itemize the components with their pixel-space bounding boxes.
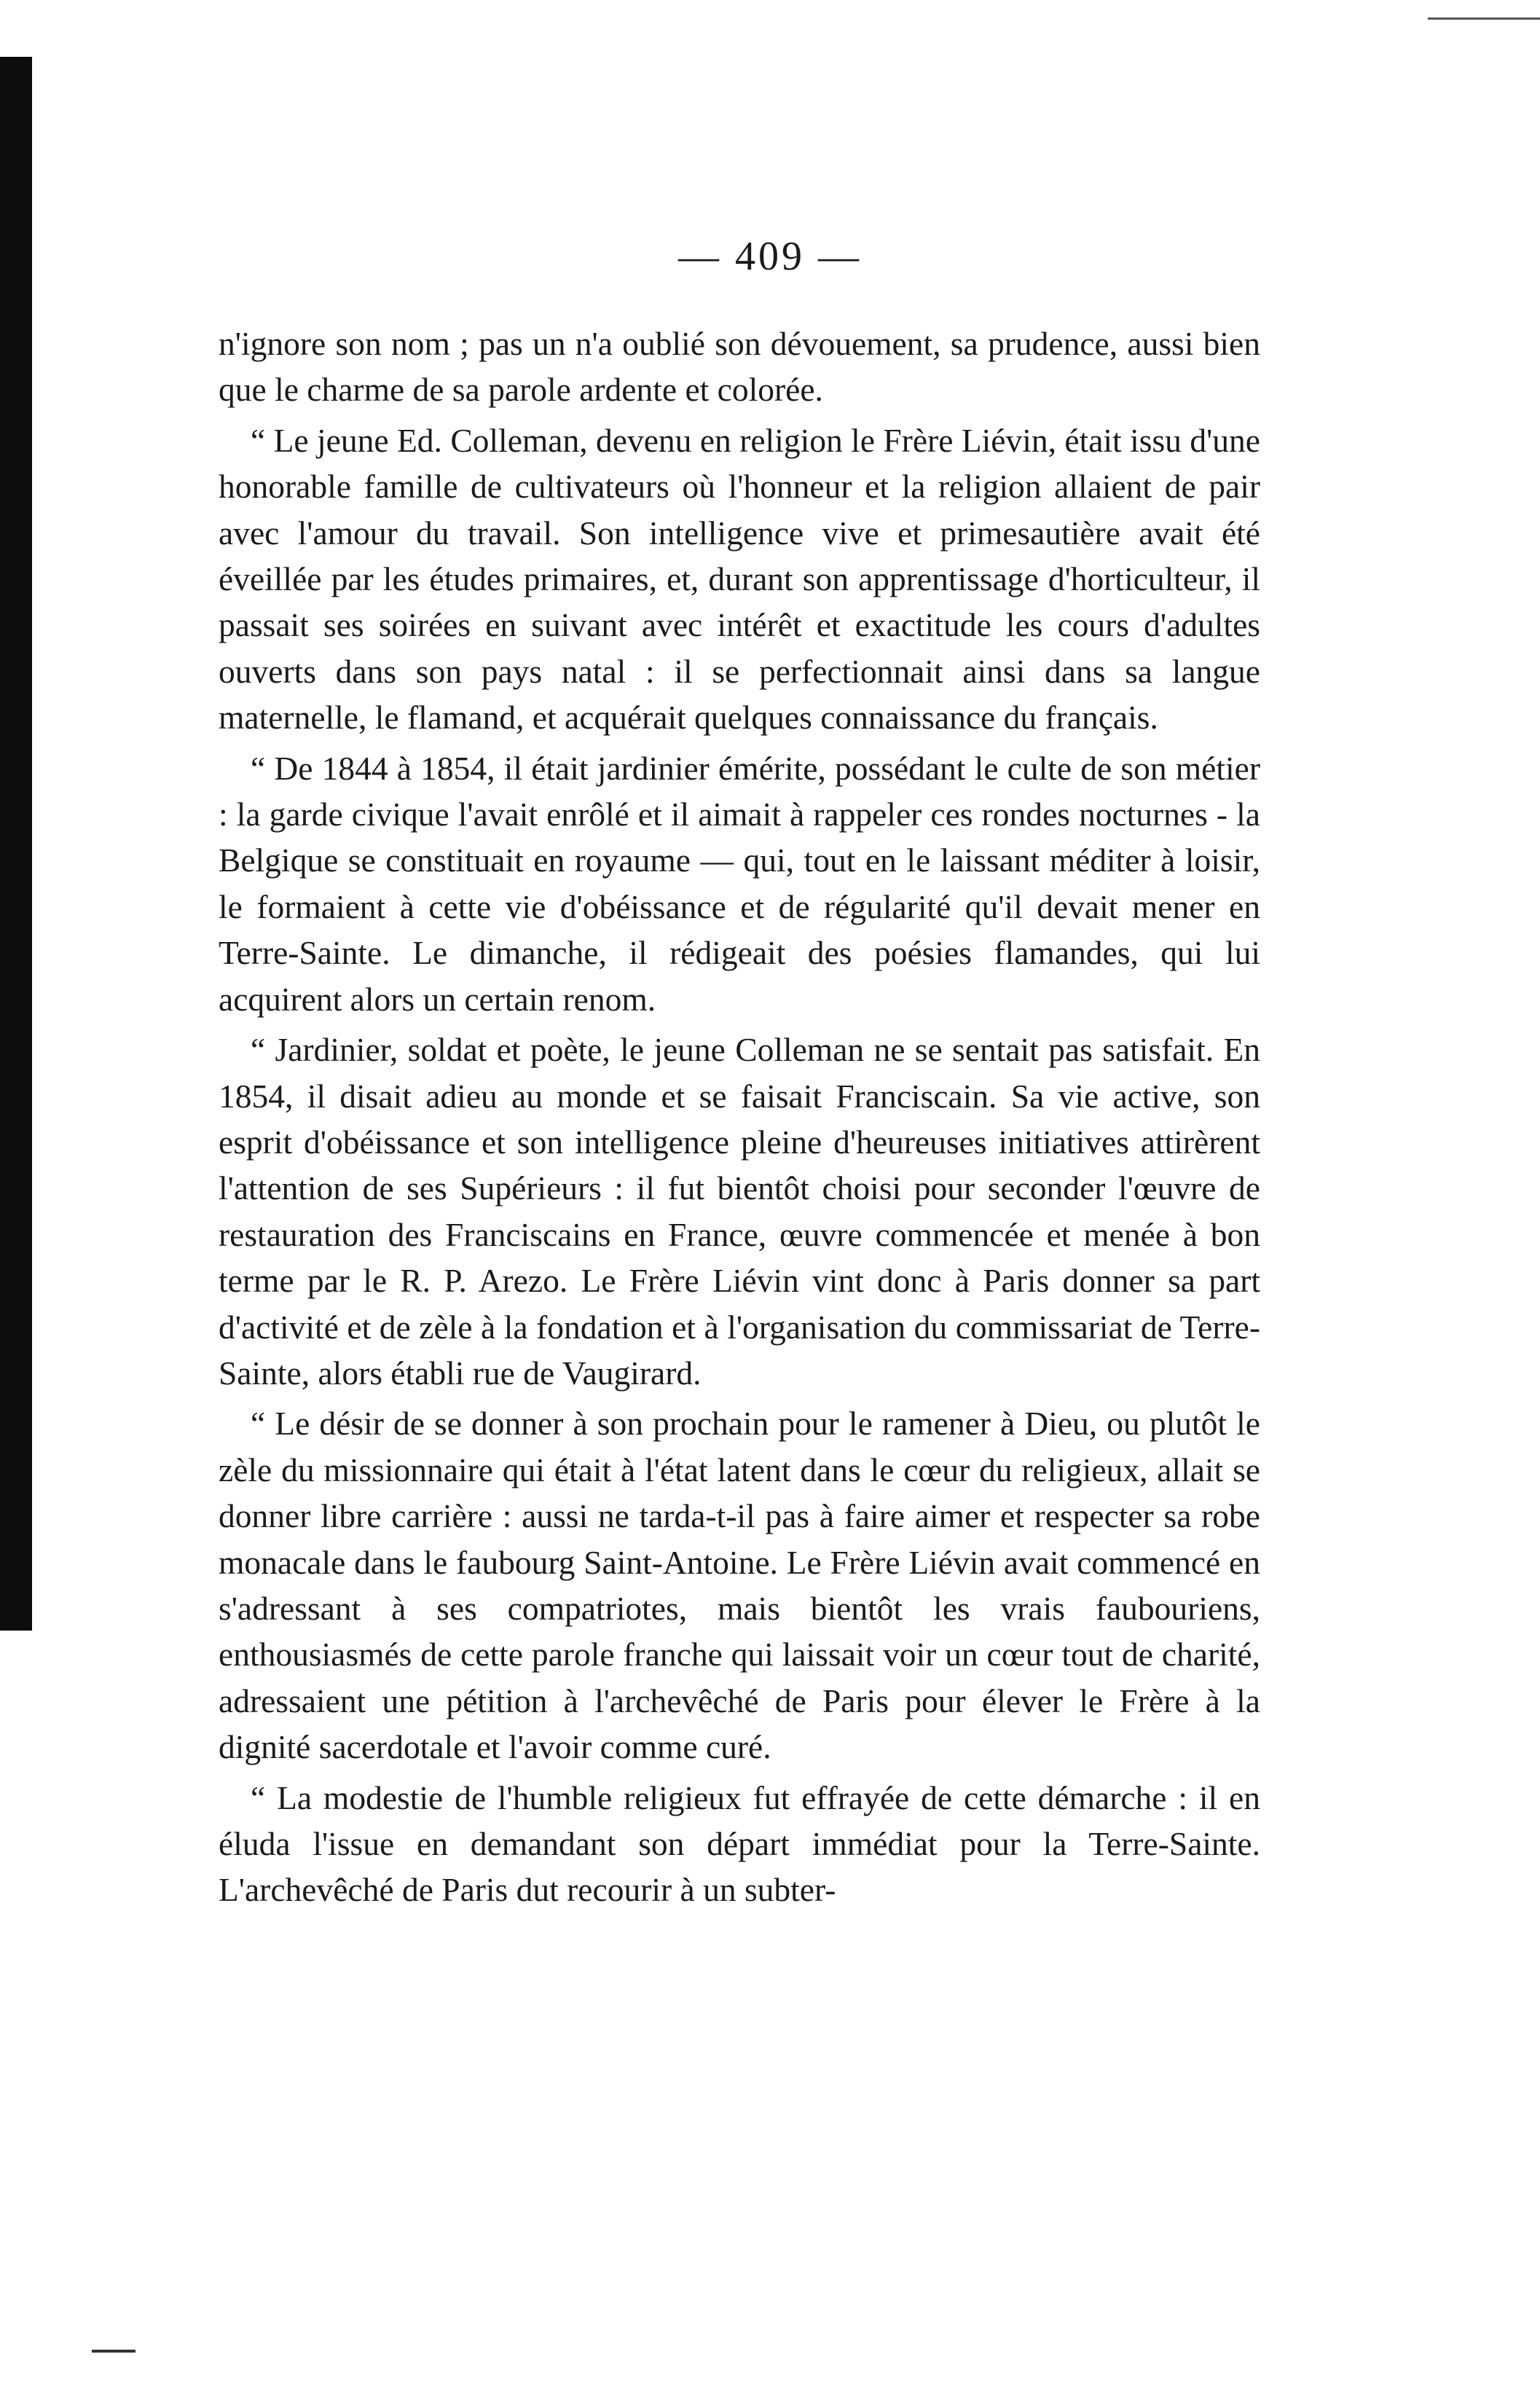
top-rule [1428, 17, 1540, 20]
paragraph: “ Jardinier, soldat et poète, le jeune Colleman ne se sentait pas satisfait. En 1854, il disait adieu au monde et se faisait Franciscain. Sa vie active, son esprit d'obéissance et son intelligence pleine d'heureuses initiatives attirèrent l'attention de ses Supérieurs : il fut bientôt choisi pour seconder l'œuvre de restauration des Franciscains en France, œuvre commencée et menée à bon terme par le R. P. Arezo. Le Frère Liévin vint donc à Paris donner sa part d'activité et de zèle à la fondation et à l'organisation du commissariat de Terre-Sainte, alors établi rue de Vaugirard. [219, 1031, 1260, 1392]
paragraph: “ La modestie de l'humble religieux fut effrayée de cette démarche : il en éluda l'issue en demandant son départ immédiat pour la Terre-Sainte. L'archevêché de Paris dut recourir à un subter- [219, 1778, 1260, 1909]
paragraph: “ Le désir de se donner à son prochain pour le ramener à Dieu, ou plutôt le zèle du missionnaire qui était à l'état latent dans le cœur du religieux, allait se donner libre carrière : aussi ne tarda-t-il pas à faire aimer et respecter sa robe monacale dans le faubourg Saint-Antoine. Le Frère Liévin avait commencé en s'adressant à ses compatriotes, mais bientôt les vrais faubouriens, enthousiasmés de cette parole franche qui laissait voir un cœur tout de charité, adressaient une pétition à l'archevêché de Paris pour élever le Frère à la dignité sacerdotale et l'avoir comme curé. [219, 1405, 1260, 1766]
page-binding-edge [0, 57, 32, 1631]
paragraph: n'ignore son nom ; pas un n'a oublié son dévouement, sa prudence, aussi bien que le charme de sa parole ardente et colorée. [219, 325, 1260, 409]
bottom-rule [92, 2350, 135, 2353]
paragraph: “ Le jeune Ed. Colleman, devenu en religion le Frère Liévin, était issu d'une honorable famille de cultivateurs où l'honneur et la religion allaient de pair avec l'amour du travail. Son intelligence vive et primesautière avait été éveillée par les études primaires, et, durant son apprentissage d'horticulteur, il passait ses soirées en suivant avec intérêt et exactitude les cours d'adultes ouverts dans son pays natal : il se perfectionnait ainsi dans sa langue maternelle, le flamand, et acquérait quelques connaissance du français. [219, 421, 1260, 737]
page-number: — 409 — [678, 234, 862, 279]
body-text [219, 321, 1260, 1918]
paragraph: “ De 1844 à 1854, il était jardinier émérite, possédant le culte de son métier : la garde civique l'avait enrôlé et il aimait à rappeler ces rondes nocturnes - la Belgique se constituait en royaume — qui, tout en le laissant méditer à loisir, le formaient à cette vie d'obéissance et de régularité qu'il devait mener en Terre-Sainte. Le dimanche, il rédigeait des poésies flamandes, qui lui acquirent alors un certain renom. [219, 749, 1260, 1018]
